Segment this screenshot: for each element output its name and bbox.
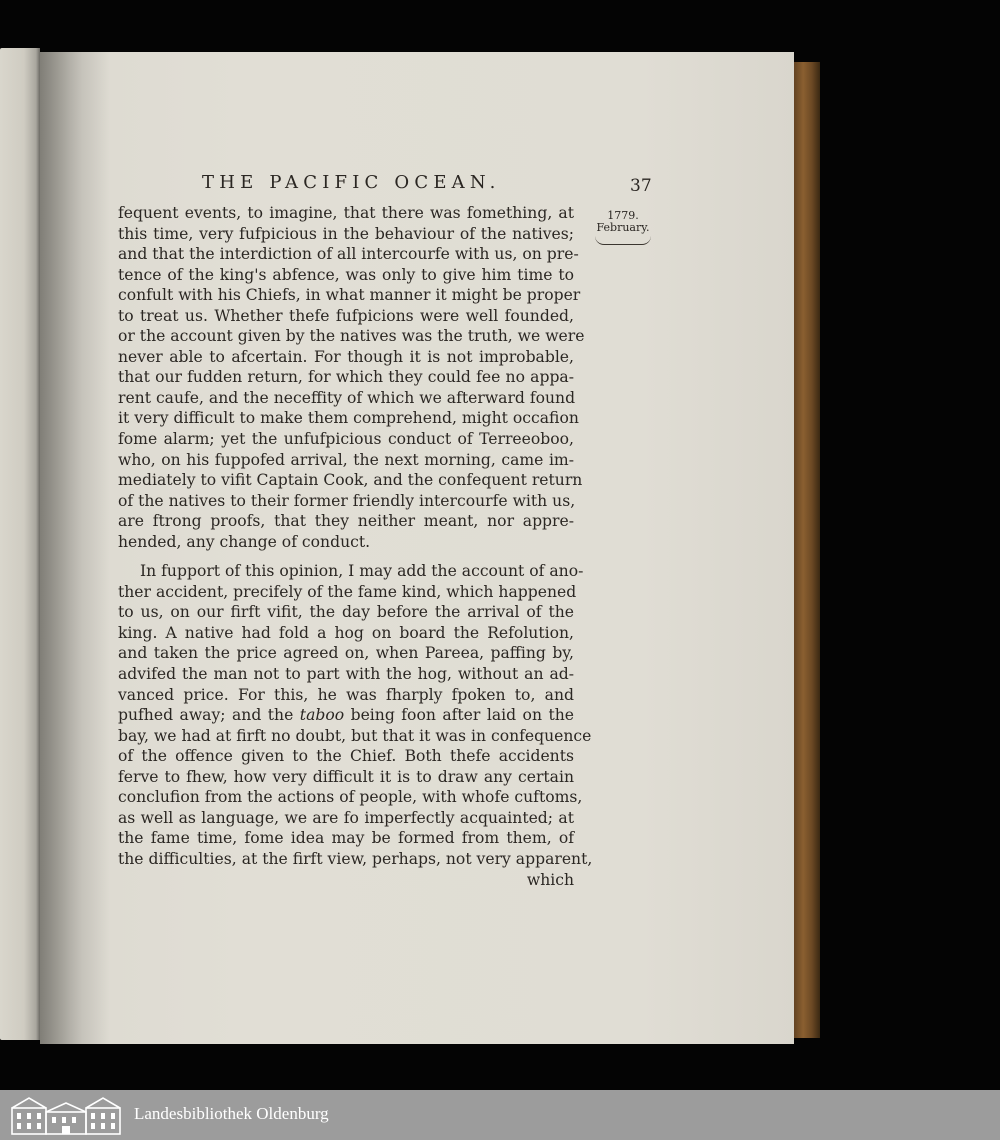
book-cover-edge xyxy=(792,62,820,1038)
running-head xyxy=(40,170,794,200)
text-line: fequent events, to imagine, that there was fomething, at xyxy=(118,204,574,222)
text-line: bay, we had at firft no doubt, but that it was in confequence xyxy=(118,726,592,745)
paragraph-gap xyxy=(118,552,574,561)
text-line: the difficulties, at the firft view, perhaps, not very apparent, xyxy=(118,849,593,868)
italic-word: taboo xyxy=(299,706,345,725)
text-line: as well as language, we are fo imperfectly acquainted; at xyxy=(118,808,574,827)
text-line: ferve to fhew, how very difficult it is to draw any certain xyxy=(118,767,574,786)
text-line: of the offence given to the Chief. Both thefe accidents xyxy=(118,747,574,766)
text-line: advifed the man not to part with the hog, without an ad- xyxy=(118,665,574,684)
text-line: ther accident, precifely of the fame kind, which happened xyxy=(118,582,577,601)
text-line: this time, very fufpicious in the behaviour of the natives; xyxy=(118,224,574,243)
library-building-icon xyxy=(8,1094,124,1136)
text-line: it very difficult to make them comprehend, might occafion xyxy=(118,409,579,428)
text-line: fome alarm; yet the unfufpicious conduct of Terreeoboo, xyxy=(118,430,574,449)
text-line: the fame time, fome idea may be formed from them, of xyxy=(118,829,574,848)
margin-note xyxy=(588,210,658,245)
text-line: pufhed away; and the taboo being foon after laid on the xyxy=(118,706,574,725)
catchword: which xyxy=(526,870,574,889)
text-line: or the account given by the natives was the truth, we were xyxy=(118,327,585,346)
text-line: In fupport of this opinion, I may add the account of ano- xyxy=(140,562,584,581)
text-line: king. A native had fold a hog on board the Refolution, xyxy=(118,623,574,642)
text-line: mediately to vifit Captain Cook, and the confequent return xyxy=(118,471,583,490)
library-footer xyxy=(0,1090,1000,1140)
text-line: of the natives to their former friendly intercourfe with us, xyxy=(118,491,576,510)
margin-note-month: February. xyxy=(596,221,650,234)
text-line: are ftrong proofs, that they neither meant, nor appre- xyxy=(118,512,574,531)
text-line: and that the interdiction of all intercourfe with us, on pre- xyxy=(118,245,579,264)
text-line: to treat us. Whether thefe fufpicions were well founded, xyxy=(118,306,574,325)
running-head-title: THE PACIFIC OCEAN. xyxy=(202,172,501,193)
text-line: and taken the price agreed on, when Pareea, paffing by, xyxy=(118,644,574,663)
text-line: rent caufe, and the neceffity of which we afterward found xyxy=(118,388,576,407)
footer-library-name: Landesbibliothek Oldenburg xyxy=(134,1104,329,1123)
text-line: to us, on our firft vifit, the day before the arrival of the xyxy=(118,603,574,622)
text-line: who, on his fuppofed arrival, the next morning, came im- xyxy=(118,450,574,469)
gutter-shadow xyxy=(40,52,110,1044)
left-page-edge xyxy=(0,48,40,1040)
text-line: tence of the king's abfence, was only to give him time to xyxy=(118,265,574,284)
page-number: 37 xyxy=(630,176,652,196)
text-line: conclufion from the actions of people, with whofe cuftoms, xyxy=(118,788,583,807)
text-line: that our fudden return, for which they could fee no appa- xyxy=(118,368,574,387)
margin-note-year: 1779. xyxy=(607,209,639,222)
text-line: never able to afcertain. For though it is not improbable, xyxy=(118,347,574,366)
text-line: vanced price. For this, he was fharply fpoken to, and xyxy=(118,685,574,704)
body-text xyxy=(118,203,593,890)
text-line: confult with his Chiefs, in what manner it might be proper xyxy=(118,286,581,305)
brace-mark xyxy=(595,236,651,245)
text-line: hended, any change of conduct. xyxy=(118,532,371,551)
